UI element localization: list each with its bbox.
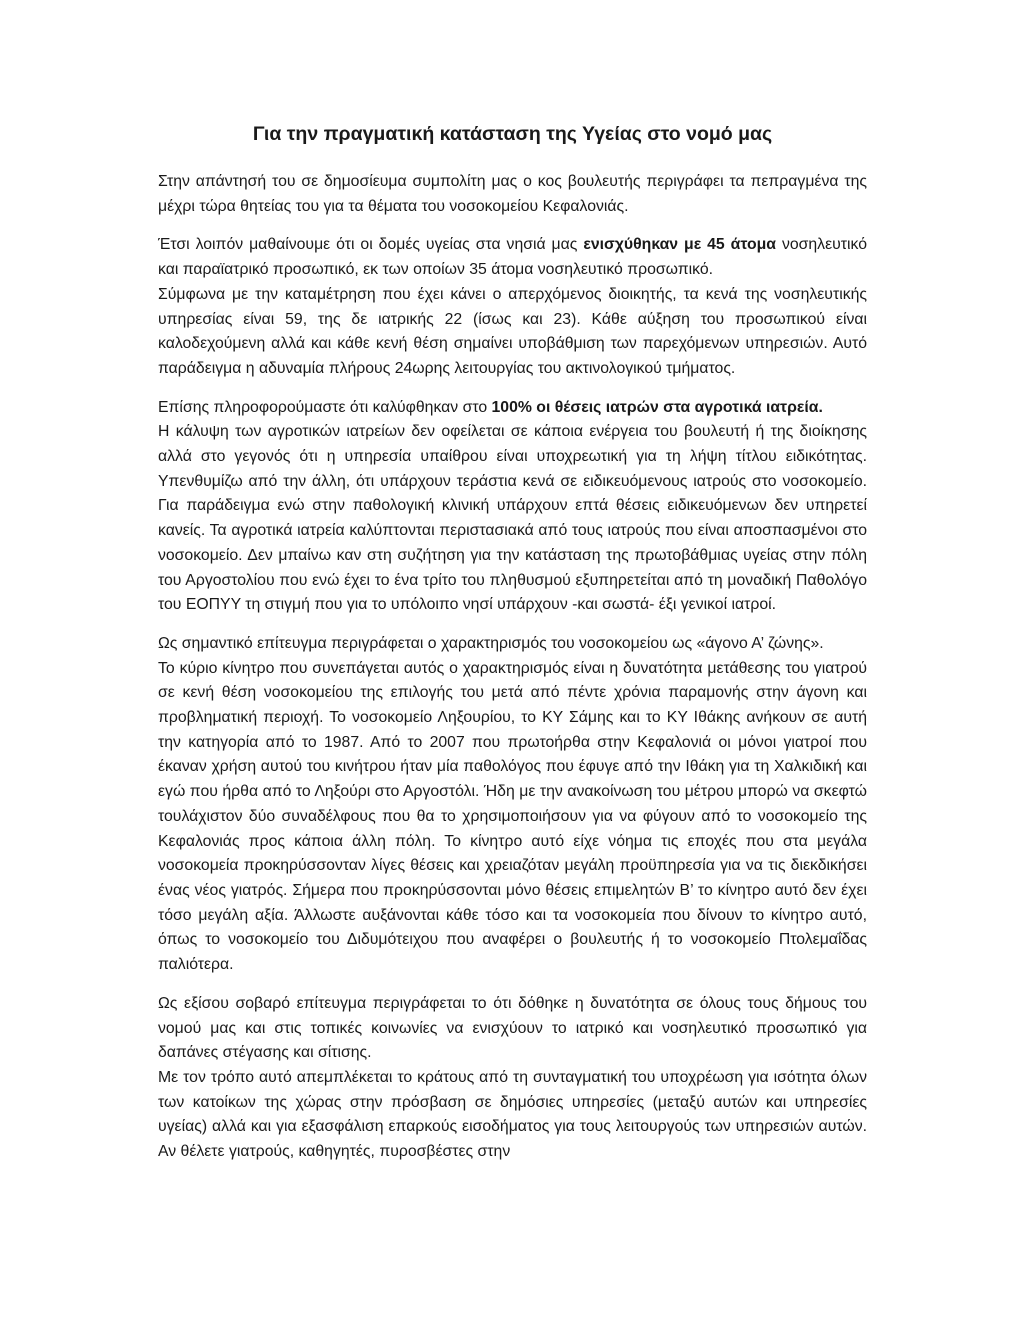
paragraph-staff-text-start: Έτσι λοιπόν μαθαίνουμε ότι οι δομές υγείας στα νησιά μας bbox=[158, 236, 584, 254]
paragraph-barren-zone: Ως σημαντικό επίτευγμα περιγράφεται ο χαρακτηρισμός του νοσοκομείου ως «άγονο Α’ ζώνης». bbox=[158, 634, 824, 652]
paragraph-state-obligation: Με τον τρόπο αυτό απεμπλέκεται το κράτους από τη συνταγματική του υποχρέωση για ισότητα όλων των κατοίκων της χώρας στην πρόσβαση σε δημόσιες υπηρεσίες (μεταξύ αυτών και υπηρεσίες υγείας) αλλά και για εξασφάλιση επαρκούς εισοδήματος για τους λειτουργούς των υπηρεσιών αυτών. Αν θέλετε γιατρούς, καθηγητές, πυροσβέστες στην bbox=[158, 1068, 867, 1161]
paragraph-staff-text-end: νοσηλευτικό και παραϊατρικό προσωπικό, εκ των οποίων 35 άτομα νοσηλευτικό προσωπικό. bbox=[158, 236, 867, 279]
paragraph-intro: Στην απάντησή του σε δημοσίευμα συμπολίτη μας ο κος βουλευτής περιγράφει τα πεπραγμένα της μέχρι τώρα θητείας του για τα θέματα του νοσοκομείου Κεφαλονιάς. bbox=[158, 173, 867, 215]
paragraph-municipal-support: Ως εξίσου σοβαρό επίτευγμα περιγράφεται το ότι δόθηκε η δυνατότητα σε όλους τους δήμους του νομού μας και στις τοπικές κοινωνίες να ενισχύουν το ιατρικό και νοσηλευτικό προσωπικό για δαπάνες στέγασης και σίτισης. bbox=[158, 994, 867, 1062]
document-body bbox=[158, 170, 867, 1165]
paragraph-rural-text-start: Επίσης πληροφορούμαστε ότι καλύφθηκαν στο bbox=[158, 398, 492, 416]
document-title: Για την πραγματική κατάσταση της Υγείας στο νομό μας bbox=[252, 123, 773, 145]
paragraph-rural-emphasis: 100% οι θέσεις ιατρών στα αγροτικά ιατρεία. bbox=[491, 398, 823, 416]
paragraph-rural-coverage: Η κάλυψη των αγροτικών ιατρείων δεν οφείλεται σε κάποια ενέργεια του βουλευτή ή της διοίκησης αλλά στο γεγονός ότι η υπηρεσία υπαίθρου είναι υποχρεωτική για τη λήψη τίτλου ειδικότητας. Υπενθυμίζω από την άλλη, ότι υπάρχουν τεράστια κενά σε ειδικευόμενους ιατρούς στο νοσοκομείο. Για παράδειγμα ενώ στην παθολογική κλινική υπάρχουν επτά θέσεις ειδικευόμενων δεν υπηρετεί κανείς. Τα αγροτικά ιατρεία καλύπτονται περιστασιακά από τους ιατρούς που είναι αποσπασμένοι στο νοσοκομείο. Δεν μπαίνω καν στη συζήτηση για την κατάσταση της πρωτοβάθμιας υγείας στην πόλη του Αργοστολίου που ενώ έχει το ένα τρίτο του πληθυσμού εξυπηρετείται από τη μοναδική Παθολόγο του ΕΟΠΥΥ τη στιγμή που για το υπόλοιπο νησί υπάρχουν -και σωστά- έξι γενικοί ιατροί. bbox=[158, 423, 867, 614]
paragraph-staff-reinforcement bbox=[158, 233, 867, 282]
paragraph-staff-emphasis: ενισχύθηκαν με 45 άτομα bbox=[583, 236, 777, 254]
paragraph-incentive: Το κύριο κίνητρο που συνεπάγεται αυτός ο χαρακτηρισμός είναι η δυνατότητα μετάθεσης του γιατρού σε κενή θέση νοσοκομείου της επιλογής του μετά από πέντε χρόνια παραμονής στην άγονη και προβληματική περιοχή. Το νοσοκομείο Ληξουρίου, το ΚΥ Σάμης και το ΚΥ Ιθάκης ανήκουν σε αυτή την κατηγορία από το 1987. Από το 2007 που πρωτοήρθα στην Κεφαλονιά οι μόνοι γιατροί που έκαναν χρήση αυτού του κινήτρου ήταν μία παθολόγος που έφυγε από την Ιθάκη για τη Χαλκιδική και εγώ που ήρθα από το Ληξούρι στο Αργοστόλι. Ήδη με την ανακοίνωση του μέτρου μπορώ να σκεφτώ τουλάχιστον δύο συναδέλφους που θα το χρησιμοποιήσουν για να φύγουν από το νοσοκομείο της Κεφαλονιάς προς κάποια άλλη πόλη. Το κίνητρο αυτό είχε νόημα τις εποχές που στα μεγάλα νοσοκομεία προκηρύσσονταν λίγες θέσεις και χρειαζόταν μεγάλη προϋπηρεσία για να τις διεκδικήσει ένας νέος γιατρός. Σήμερα που προκηρύσσονται μόνο θέσεις επιμελητών Β’ το κίνητρο αυτό δεν έχει τόσο μεγάλη αξία. Άλλωστε αυξάνονται κάθε τόσο και τα νοσοκομεία που δίνουν το κίνητρο αυτό, όπως το νοσοκομείο του Διδυμότειχου που αναφέρει ο βουλευτής ή το νοσοκομείο Πτολεμαΐδας παλιότερα. bbox=[158, 659, 867, 974]
paragraph-vacancies: Σύμφωνα με την καταμέτρηση που έχει κάνει ο απερχόμενος διοικητής, τα κενά της νοσηλευτικής υπηρεσίας είναι 59, της δε ιατρικής 22 (ίσως και 23). Κάθε αύξηση του προσωπικού είναι καλοδεχούμενη αλλά και κάθε κενή θέση σημαίνει υποβάθμιση των παρεχόμενων υπηρεσιών. Αυτό παράδειγμα η αδυναμία πλήρους 24ωρης λειτουργίας του ακτινολογικού τμήματος. bbox=[158, 285, 867, 377]
paragraph-rural-clinics bbox=[158, 396, 867, 421]
